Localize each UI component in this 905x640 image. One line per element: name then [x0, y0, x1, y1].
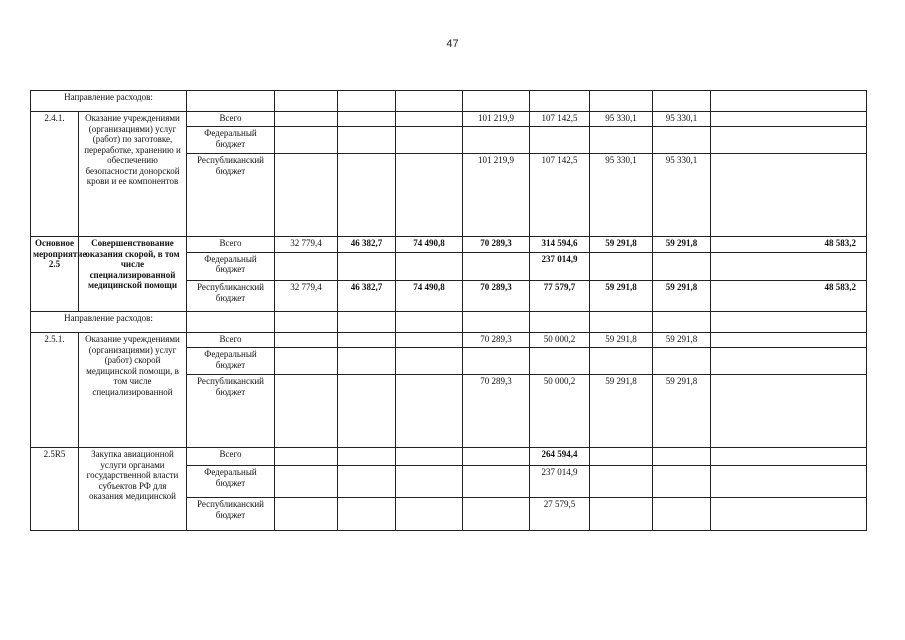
value-cell — [590, 498, 653, 531]
row-code: 2.4.1. — [31, 112, 79, 237]
page-number: 47 — [446, 38, 459, 50]
value-cell — [275, 154, 338, 237]
value-cell — [653, 127, 711, 154]
value-cell — [338, 348, 396, 375]
value-cell — [275, 375, 338, 448]
value-cell: 95 330,1 — [590, 112, 653, 127]
value-cell: 314 594,6 — [530, 237, 590, 253]
table-row — [31, 312, 867, 333]
source-cell: Всего — [187, 112, 275, 127]
source-cell: Всего — [187, 237, 275, 253]
value-cell: 74 490,8 — [396, 281, 463, 312]
value-cell — [463, 498, 530, 531]
section-label: Направление расходов: — [31, 91, 187, 112]
value-cell: 70 289,3 — [463, 281, 530, 312]
source-cell: Федеральный бюджет — [187, 348, 275, 375]
value-cell: 74 490,8 — [396, 237, 463, 253]
value-cell: 59 291,8 — [653, 237, 711, 253]
row-code: 2.5.1. — [31, 333, 79, 448]
value-cell — [590, 466, 653, 498]
value-cell — [653, 466, 711, 498]
value-cell: 59 291,8 — [590, 237, 653, 253]
value-cell: 59 291,8 — [590, 333, 653, 348]
value-cell: 46 382,7 — [338, 281, 396, 312]
value-cell — [711, 154, 867, 237]
value-cell — [711, 127, 867, 154]
value-cell — [530, 127, 590, 154]
value-cell: 32 779,4 — [275, 281, 338, 312]
source-cell: Федеральный бюджет — [187, 252, 275, 280]
value-cell: 48 583,2 — [711, 237, 867, 253]
source-cell: Республиканский бюджет — [187, 375, 275, 448]
value-cell — [275, 252, 338, 280]
table-row — [31, 237, 867, 253]
value-cell: 70 289,3 — [463, 333, 530, 348]
value-cell: 77 579,7 — [530, 281, 590, 312]
value-cell: 95 330,1 — [590, 154, 653, 237]
value-cell — [338, 466, 396, 498]
source-cell: Федеральный бюджет — [187, 127, 275, 154]
value-cell — [530, 348, 590, 375]
value-cell — [590, 127, 653, 154]
value-cell: 48 583,2 — [711, 281, 867, 312]
value-cell — [711, 466, 867, 498]
value-cell — [396, 154, 463, 237]
value-cell — [338, 127, 396, 154]
value-cell: 32 779,4 — [275, 237, 338, 253]
value-cell — [463, 127, 530, 154]
value-cell — [396, 348, 463, 375]
value-cell — [653, 252, 711, 280]
value-cell: 50 000,2 — [530, 375, 590, 448]
value-cell — [275, 333, 338, 348]
source-cell: Республиканский бюджет — [187, 154, 275, 237]
value-cell: 107 142,5 — [530, 154, 590, 237]
value-cell — [463, 466, 530, 498]
table-row — [31, 112, 867, 127]
value-cell: 59 291,8 — [590, 375, 653, 448]
value-cell: 27 579,5 — [530, 498, 590, 531]
row-name: Закупка авиационной услуги органами государственной власти субъектов РФ для оказания медицинской — [79, 448, 187, 531]
value-cell — [711, 333, 867, 348]
value-cell — [338, 333, 396, 348]
value-cell: 59 291,8 — [653, 281, 711, 312]
value-cell — [711, 498, 867, 531]
value-cell — [396, 375, 463, 448]
row-code: 2.5R5 — [31, 448, 79, 531]
value-cell: 95 330,1 — [653, 112, 711, 127]
value-cell — [463, 448, 530, 466]
source-cell: Федеральный бюджет — [187, 466, 275, 498]
value-cell: 59 291,8 — [653, 333, 711, 348]
section-label: Направление расходов: — [31, 312, 187, 333]
value-cell: 101 219,9 — [463, 112, 530, 127]
value-cell: 95 330,1 — [653, 154, 711, 237]
value-cell: 70 289,3 — [463, 375, 530, 448]
value-cell — [653, 448, 711, 466]
value-cell — [463, 348, 530, 375]
value-cell — [275, 112, 338, 127]
value-cell: 237 014,9 — [530, 252, 590, 280]
value-cell — [711, 112, 867, 127]
value-cell: 237 014,9 — [530, 466, 590, 498]
source-cell: Всего — [187, 448, 275, 466]
table-row — [31, 333, 867, 348]
row-name: Совершенствование оказания скорой, в том числе специализированной медицинской помощи — [79, 237, 187, 312]
value-cell — [396, 252, 463, 280]
value-cell — [396, 112, 463, 127]
value-cell: 50 000,2 — [530, 333, 590, 348]
value-cell — [338, 448, 396, 466]
value-cell — [711, 375, 867, 448]
row-code: Основное мероприятие 2.5 — [31, 237, 79, 312]
value-cell — [396, 466, 463, 498]
value-cell: 264 594,4 — [530, 448, 590, 466]
value-cell — [338, 252, 396, 280]
value-cell — [396, 448, 463, 466]
value-cell — [711, 448, 867, 466]
value-cell: 70 289,3 — [463, 237, 530, 253]
row-name: Оказание учреждениями (организациями) услуг (работ) по заготовке, переработке, хранению и обеспечению безопасности донорской крови и ее компонентов — [79, 112, 187, 237]
value-cell: 59 291,8 — [653, 375, 711, 448]
row-name: Оказание учреждениями (организациями) услуг (работ) скорой медицинской помощи, в том числе специализированной — [79, 333, 187, 448]
table-row — [31, 91, 867, 112]
value-cell — [338, 154, 396, 237]
value-cell — [338, 498, 396, 531]
value-cell — [396, 127, 463, 154]
value-cell — [711, 252, 867, 280]
budget-table — [30, 90, 867, 531]
value-cell: 107 142,5 — [530, 112, 590, 127]
value-cell — [338, 112, 396, 127]
value-cell — [590, 252, 653, 280]
value-cell — [590, 448, 653, 466]
value-cell — [275, 498, 338, 531]
value-cell — [396, 498, 463, 531]
value-cell — [275, 466, 338, 498]
value-cell — [338, 375, 396, 448]
value-cell: 101 219,9 — [463, 154, 530, 237]
value-cell: 46 382,7 — [338, 237, 396, 253]
value-cell — [463, 252, 530, 280]
value-cell — [275, 348, 338, 375]
value-cell — [653, 348, 711, 375]
source-cell: Всего — [187, 333, 275, 348]
value-cell — [653, 498, 711, 531]
value-cell — [590, 348, 653, 375]
value-cell — [711, 348, 867, 375]
source-cell: Республиканский бюджет — [187, 498, 275, 531]
value-cell: 59 291,8 — [590, 281, 653, 312]
table-row — [31, 448, 867, 466]
source-cell: Республиканский бюджет — [187, 281, 275, 312]
value-cell — [275, 448, 338, 466]
value-cell — [275, 127, 338, 154]
value-cell — [396, 333, 463, 348]
